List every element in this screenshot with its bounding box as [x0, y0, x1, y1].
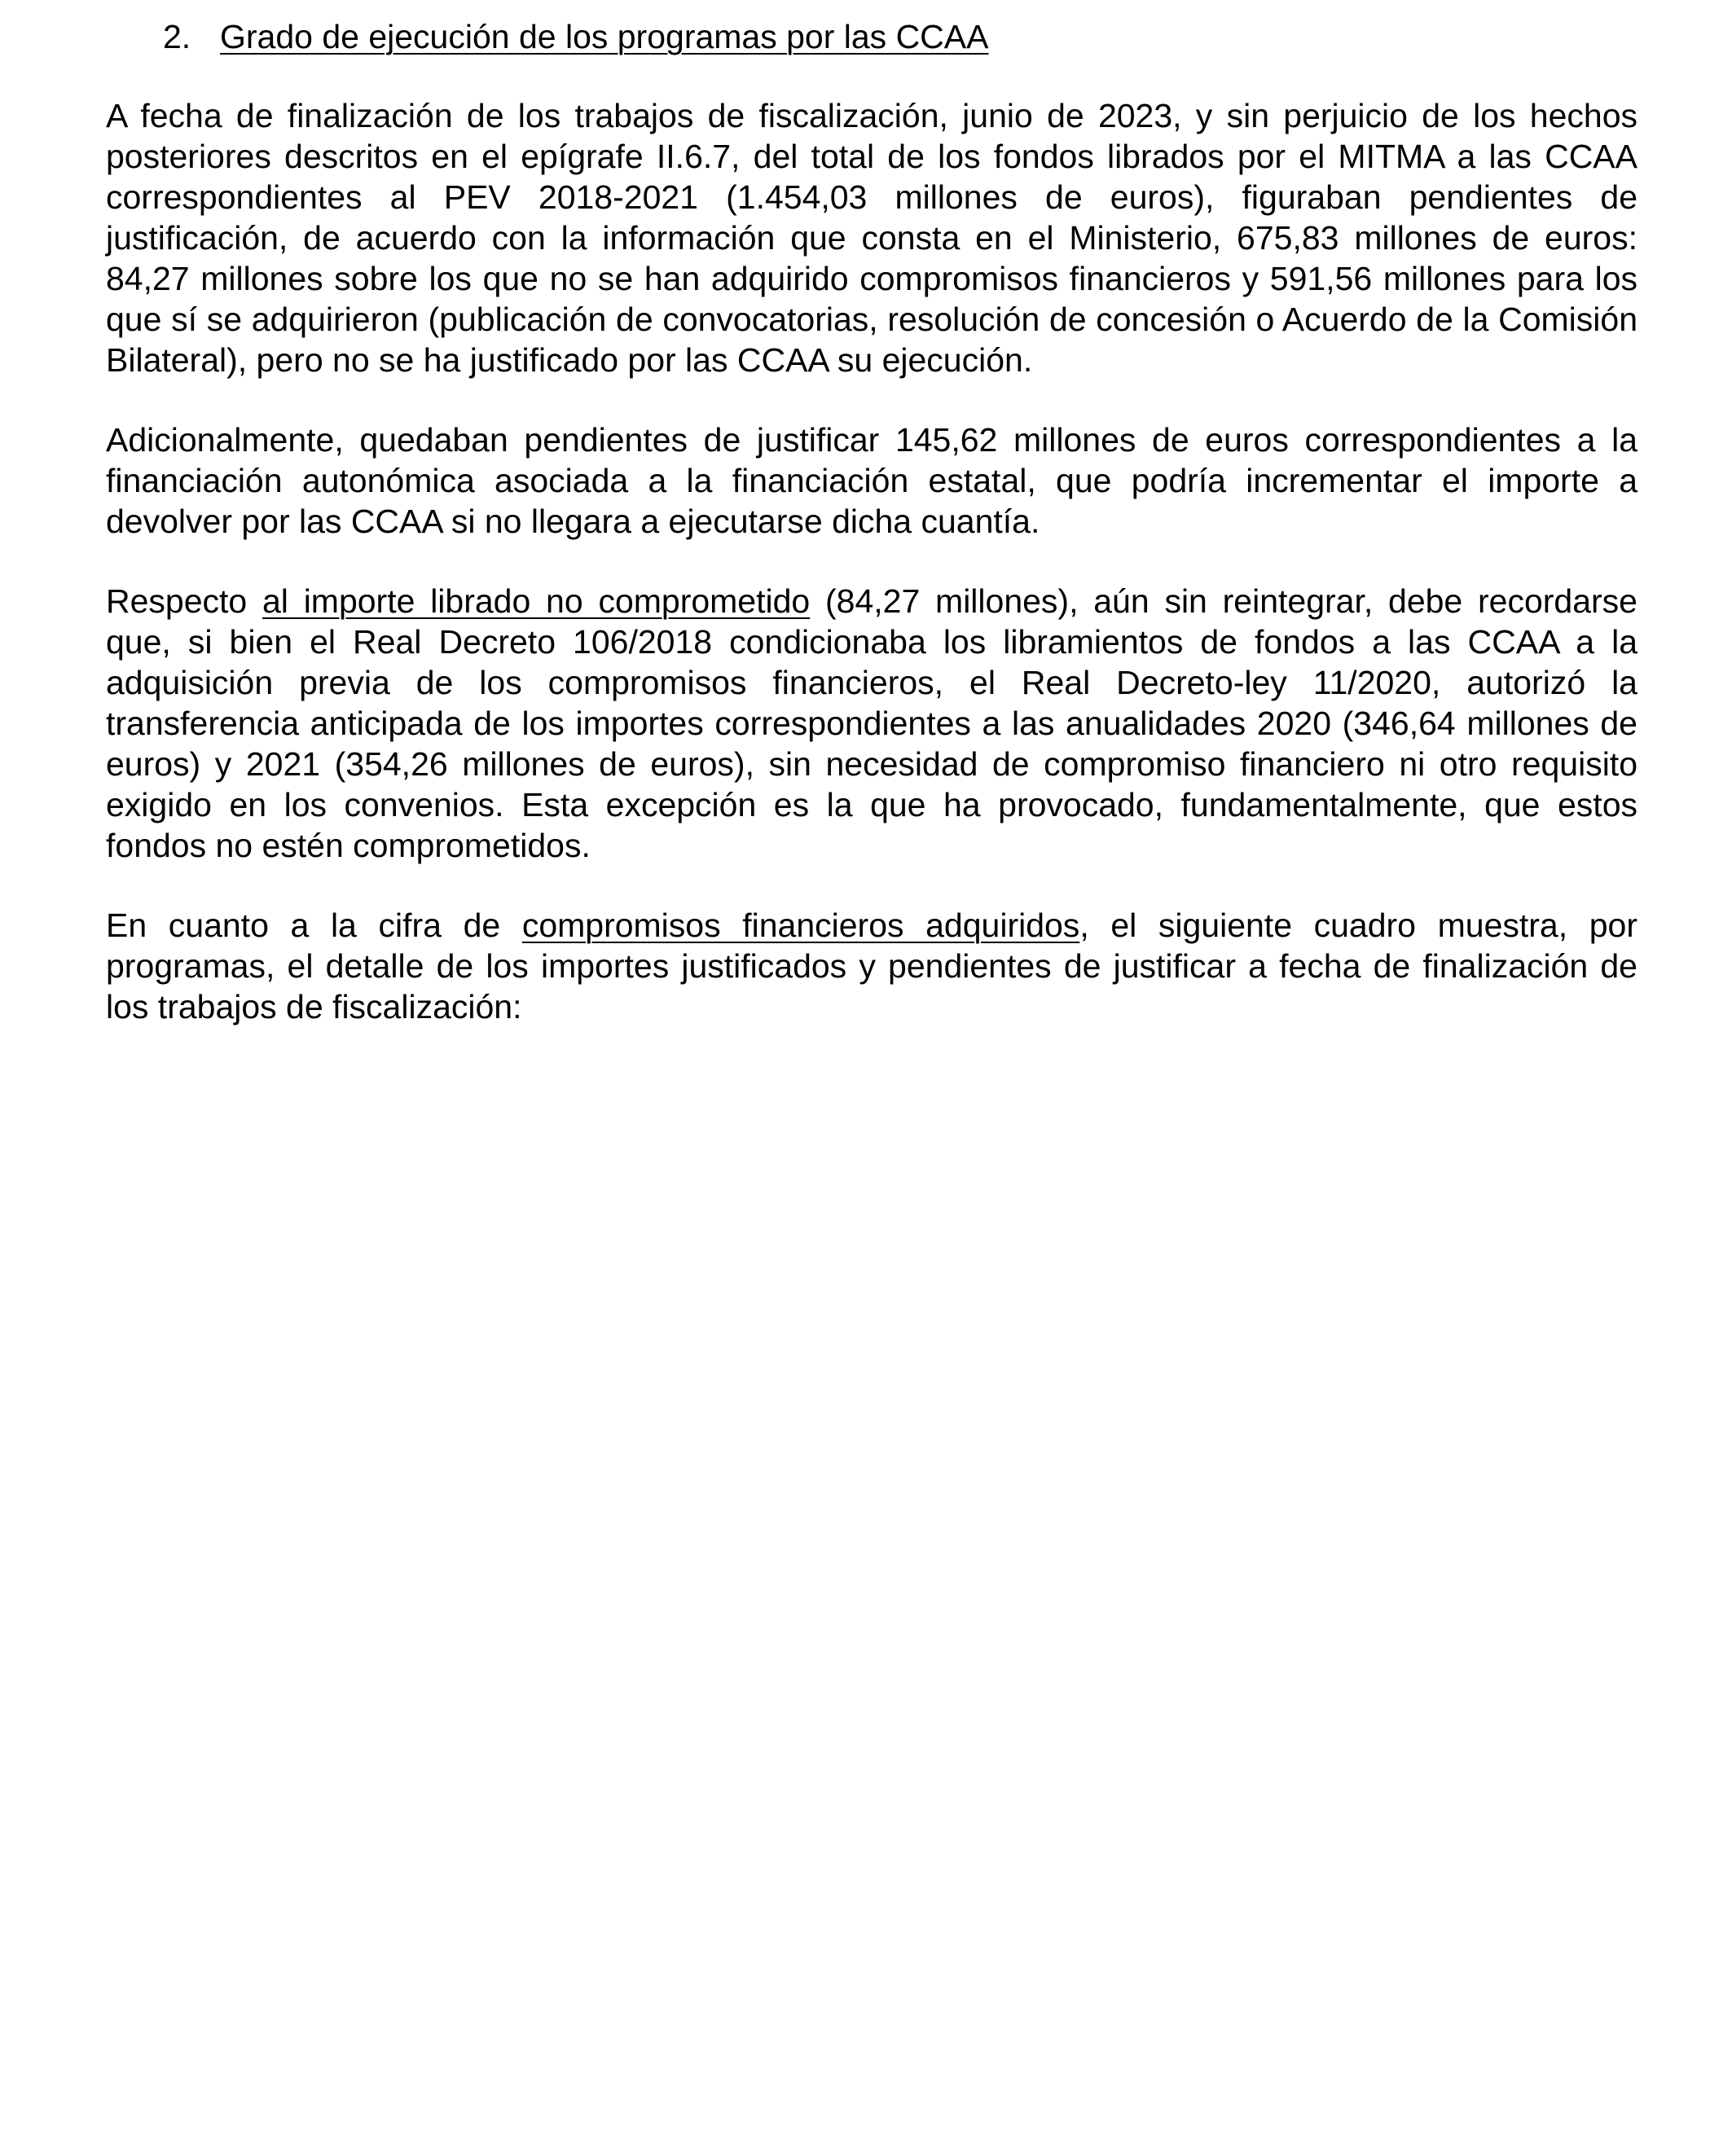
paragraph-4-lead: En cuanto a la cifra de	[106, 907, 522, 944]
paragraph-1: A fecha de finalización de los trabajos de fiscalización, junio de 2023, y sin perjuicio de los hechos posteriores descritos en el epígrafe II.6.7, del total de los fondos librados por el MITMA a las CCAA correspondientes al PEV 2018-2021 (1.454,03 millones de euros), figuraban pendientes de justificación, de acuerdo con la información que consta en el Ministerio, 675,83 millones de euros: 84,27 millones sobre los que no se han adquirido compromisos financieros y 591,56 millones para los que sí se adquirieron (publicación de convocatorias, resolución de concesión o Acuerdo de la Comisión Bilateral), pero no se ha justificado por las CCAA su ejecución.	[106, 97, 1637, 379]
paragraph-4-underlined-phrase: compromisos financieros adquiridos	[521, 907, 1080, 944]
paragraph-3	[106, 581, 1637, 866]
paragraph-4-body: , el siguiente cuadro muestra, por programas, el detalle de los importes justificados y pendientes de justificar a fecha de finalización de los trabajos de fiscalización:	[106, 907, 1637, 1025]
section-heading	[106, 16, 1637, 57]
paragraph-3-lead: Respecto	[106, 582, 262, 620]
paragraph-4	[106, 905, 1637, 1027]
paragraph-3-underlined-phrase: al importe librado no comprometido	[262, 582, 811, 620]
document-page	[106, 16, 1637, 1066]
paragraph-3-body: (84,27 millones), aún sin reintegrar, debe recordarse que, si bien el Real Decreto 106/2018 condicionaba los libramientos de fondos a las CCAA a la adquisición previa de los compromisos financieros, el Real Decreto-ley 11/2020, autorizó la transferencia anticipada de los importes correspondientes a las anualidades 2020 (346,64 millones de euros) y 2021 (354,26 millones de euros), sin necesidad de compromiso financiero ni otro requisito exigido en los convenios. Esta excepción es la que ha provocado, fundamentalmente, que estos fondos no estén comprometidos.	[106, 582, 1637, 864]
paragraph-2: Adicionalmente, quedaban pendientes de justificar 145,62 millones de euros correspondientes a la financiación autonómica asociada a la financiación estatal, que podría incrementar el importe a devolver por las CCAA si no llegara a ejecutarse dicha cuantía.	[106, 421, 1637, 540]
section-number: 2.	[163, 18, 191, 55]
section-title: Grado de ejecución de los programas por las CCAA	[220, 18, 989, 55]
